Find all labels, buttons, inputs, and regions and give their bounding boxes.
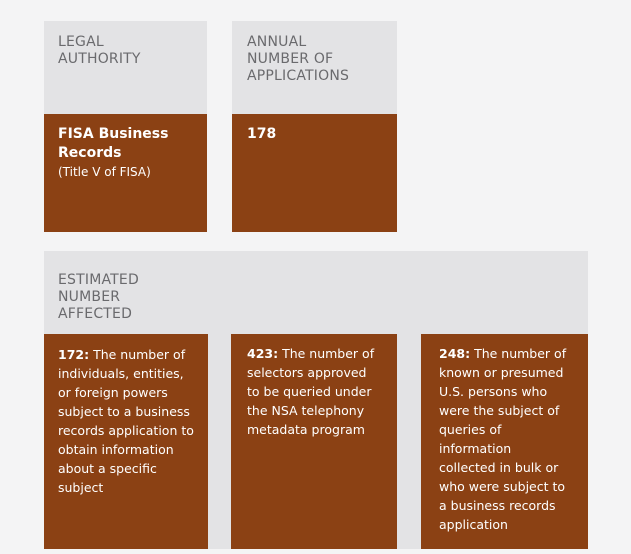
annual-applications-value: 178	[247, 126, 277, 142]
affected-item-value: 423:	[247, 346, 279, 361]
legal-authority-subtitle: (Title V of FISA)	[58, 165, 151, 179]
legal-authority-title: FISA Business Records	[58, 126, 169, 161]
affected-item-individuals	[44, 334, 208, 549]
annual-applications-heading: ANNUAL NUMBER OF APPLICATIONS	[247, 34, 350, 84]
affected-item-selectors	[231, 334, 397, 549]
annual-applications-body	[232, 114, 397, 232]
affected-item-description: The number of selectors approved to be queried under the NSA telephony metadata program	[247, 346, 375, 437]
estimated-affected-heading: ESTIMATED NUMBER AFFECTED	[58, 272, 139, 322]
affected-item-value: 172:	[58, 347, 90, 362]
affected-item-us-persons	[421, 334, 588, 549]
affected-item-text	[58, 345, 194, 497]
legal-authority-body	[44, 114, 207, 232]
affected-item-text	[247, 344, 381, 439]
affected-item-text	[439, 344, 570, 534]
legal-authority-heading: LEGAL AUTHORITY	[58, 34, 141, 67]
annual-applications-header	[232, 21, 397, 114]
affected-item-description: The number of known or presumed U.S. persons who were the subject of queries of information collected in bulk or who were subject to a business records application	[439, 346, 567, 532]
affected-item-description: The number of individuals, entities, or foreign powers subject to a business records application to obtain information about a specific subject	[58, 347, 194, 495]
affected-item-value: 248:	[439, 346, 471, 361]
legal-authority-header	[44, 21, 207, 114]
